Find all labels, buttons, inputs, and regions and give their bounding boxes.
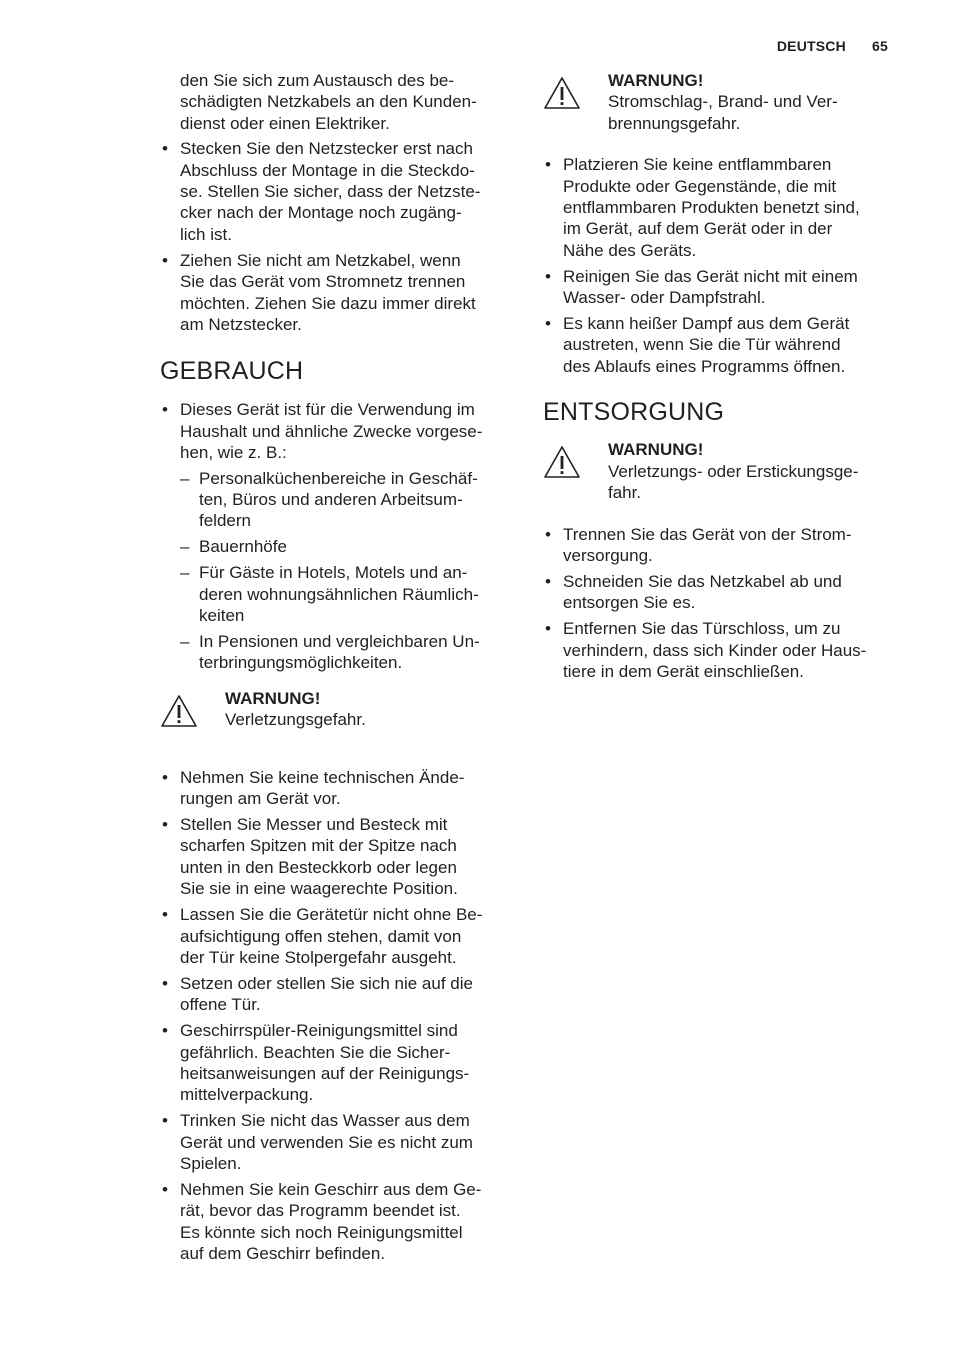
list-item bbox=[160, 1020, 512, 1106]
text-line: Spielen. bbox=[180, 1154, 242, 1174]
text-line: rät, bevor das Programm beendet ist. bbox=[180, 1201, 461, 1221]
text-line: Es kann heißer Dampf aus dem Gerät bbox=[563, 314, 850, 334]
list-item bbox=[543, 313, 898, 377]
text-line: Dieses Gerät ist für die Verwendung im bbox=[180, 400, 475, 420]
text-line: aufsichtigung offen stehen, damit von bbox=[180, 926, 462, 946]
text-line: fahr. bbox=[608, 483, 642, 503]
list-item bbox=[543, 571, 898, 614]
text-line: terbringungsmöglichkeiten. bbox=[199, 653, 403, 673]
text-line: Nehmen Sie kein Geschirr aus dem Ge- bbox=[180, 1180, 482, 1200]
text-line: hen, wie z. B.: bbox=[180, 443, 287, 463]
text-line: Trennen Sie das Gerät von der Strom- bbox=[563, 524, 852, 544]
text-line: Personalküchenbereiche in Geschäf- bbox=[199, 468, 478, 488]
text-line: der Tür keine Stolpergefahr ausgeht. bbox=[180, 948, 457, 967]
warning-title: WARNUNG! bbox=[225, 688, 321, 708]
text-line: keiten bbox=[199, 606, 245, 626]
text-line: mittelverpackung. bbox=[180, 1085, 314, 1105]
text-line: Produkte oder Gegenstände, die mit bbox=[563, 176, 837, 196]
text-line: Wasser- oder Dampfstrahl. bbox=[563, 288, 766, 308]
text-line: heitsanweisungen auf der Reinigungs- bbox=[180, 1064, 470, 1084]
text-line: Stellen Sie Messer und Besteck mit bbox=[180, 815, 448, 835]
list-item bbox=[543, 266, 898, 309]
text-line: Reinigen Sie das Gerät nicht mit einem bbox=[563, 266, 858, 286]
intro-continuation bbox=[160, 70, 512, 134]
list-item bbox=[160, 814, 512, 900]
warning-box bbox=[543, 439, 898, 503]
text-line: rungen am Gerät vor. bbox=[180, 789, 341, 809]
text-line: möchten. Ziehen Sie dazu immer direkt bbox=[180, 293, 476, 313]
text-line: Nähe des Geräts. bbox=[563, 240, 697, 260]
page-number: 65 bbox=[872, 38, 888, 54]
list-item bbox=[160, 904, 512, 968]
text-line: In Pensionen und vergleichbaren Un- bbox=[199, 631, 480, 651]
text-line: versorgung. bbox=[563, 545, 653, 565]
list-item bbox=[543, 524, 898, 567]
bullet-list-disposal bbox=[543, 524, 898, 683]
text-line: Es könnte sich noch Reinigungsmittel bbox=[180, 1222, 463, 1242]
text-line: Verletzungs- oder Erstickungsge- bbox=[608, 461, 859, 481]
warning-box bbox=[543, 70, 898, 134]
text-line: Entfernen Sie das Türschloss, um zu bbox=[563, 619, 841, 639]
text-line: Setzen oder stellen Sie sich nie auf die bbox=[180, 973, 473, 993]
text-line: Für Gäste in Hotels, Motels und an- bbox=[199, 563, 468, 583]
list-item bbox=[160, 1179, 512, 1265]
text-line: Haushalt und ähnliche Zwecke vorgese- bbox=[180, 421, 483, 441]
list-item bbox=[160, 250, 512, 336]
dash-list bbox=[180, 468, 512, 674]
bullet-list-fire bbox=[543, 154, 898, 377]
text-line: feldern bbox=[199, 511, 251, 531]
text-line: Ziehen Sie nicht am Netzkabel, wenn bbox=[180, 250, 461, 270]
text-line: entsorgen Sie es. bbox=[563, 593, 696, 613]
text-line: im Gerät, auf dem Gerät oder in der bbox=[563, 219, 833, 239]
text-line: dienst oder einen Elektriker. bbox=[180, 113, 390, 133]
text-line: Geschirrspüler-Reinigungsmittel sind bbox=[180, 1021, 458, 1041]
text-line: Sie sie in eine waagerechte Position. bbox=[180, 879, 458, 899]
text-line: scharfen Spitzen mit der Spitze nach bbox=[180, 836, 457, 856]
text-line: Platzieren Sie keine entflammbaren bbox=[563, 155, 832, 175]
warning-text bbox=[608, 461, 898, 504]
list-item bbox=[160, 138, 512, 245]
list-item bbox=[543, 618, 898, 682]
text-line: den Sie sich zum Austausch des be- bbox=[180, 71, 455, 90]
text-line: Nehmen Sie keine technischen Ände- bbox=[180, 767, 465, 787]
text-line: verhindern, dass sich Kinder oder Haus- bbox=[563, 640, 867, 660]
warning-triangle-icon bbox=[160, 694, 198, 728]
dash-item bbox=[180, 468, 512, 532]
text-line: brennungsgefahr. bbox=[608, 113, 741, 133]
text-line: austreten, wenn Sie die Tür während bbox=[563, 335, 841, 355]
text-line: Lassen Sie die Gerätetür nicht ohne Be- bbox=[180, 905, 483, 925]
page-header bbox=[777, 38, 888, 54]
warning-box bbox=[160, 688, 512, 748]
list-item bbox=[160, 1110, 512, 1174]
bullet-list-safety bbox=[160, 767, 512, 1265]
warning-title: WARNUNG! bbox=[608, 440, 704, 460]
dash-item bbox=[180, 536, 512, 557]
text-line: auf dem Geschirr befinden. bbox=[180, 1244, 386, 1264]
warning-triangle-icon bbox=[543, 445, 581, 479]
warning-triangle-icon bbox=[543, 76, 581, 110]
text-line: Gerät und verwenden Sie es nicht zum bbox=[180, 1132, 473, 1152]
warning-text: Verletzungsgefahr. bbox=[225, 710, 366, 730]
text-line: tiere in dem Gerät einschließen. bbox=[563, 661, 804, 681]
text-line: Abschluss der Montage in die Steckdo- bbox=[180, 160, 475, 180]
text-line: schädigten Netzkabels an den Kunden- bbox=[180, 92, 477, 112]
text-line: ten, Büros und anderen Arbeitsum- bbox=[199, 490, 463, 509]
list-item bbox=[160, 399, 512, 673]
warning-title: WARNUNG! bbox=[608, 71, 704, 90]
heading-gebrauch: GEBRAUCH bbox=[160, 357, 304, 386]
dash-item bbox=[180, 562, 512, 626]
bullet-list-connection bbox=[160, 138, 512, 335]
list-item bbox=[160, 767, 512, 810]
text-line: entflammbaren Produkten benetzt sind, bbox=[563, 198, 860, 218]
text-line: deren wohnungsähnlichen Räumlich- bbox=[199, 584, 479, 604]
text-line: Bauernhöfe bbox=[199, 537, 287, 557]
left-column bbox=[160, 70, 512, 1269]
dash-item bbox=[180, 631, 512, 674]
text-line: des Ablaufs eines Programms öffnen. bbox=[563, 356, 846, 376]
text-line: gefährlich. Beachten Sie die Sicher- bbox=[180, 1042, 451, 1062]
text-line: Stecken Sie den Netzstecker erst nach bbox=[180, 139, 473, 159]
text-line: cker nach der Montage noch zugäng- bbox=[180, 203, 462, 223]
section-label: DEUTSCH bbox=[776, 38, 846, 54]
heading-entsorgung: ENTSORGUNG bbox=[543, 398, 725, 427]
list-item bbox=[160, 973, 512, 1016]
text-line: Trinken Sie nicht das Wasser aus dem bbox=[180, 1111, 470, 1131]
text-line: am Netzstecker. bbox=[180, 314, 302, 334]
list-item bbox=[543, 154, 898, 261]
text-line: Schneiden Sie das Netzkabel ab und bbox=[563, 571, 842, 591]
bullet-list-gebrauch bbox=[160, 399, 512, 673]
text-line: Stromschlag-, Brand- und Ver- bbox=[608, 92, 838, 112]
text-line: unten in den Besteckkorb oder legen bbox=[180, 857, 457, 877]
text-line: Sie das Gerät vom Stromnetz trennen bbox=[180, 272, 466, 292]
text-line: lich ist. bbox=[180, 224, 232, 244]
right-column bbox=[543, 70, 898, 687]
text-line: se. Stellen Sie sicher, dass der Netzste- bbox=[180, 182, 481, 202]
text-line: offene Tür. bbox=[180, 995, 261, 1015]
warning-text bbox=[608, 91, 898, 134]
